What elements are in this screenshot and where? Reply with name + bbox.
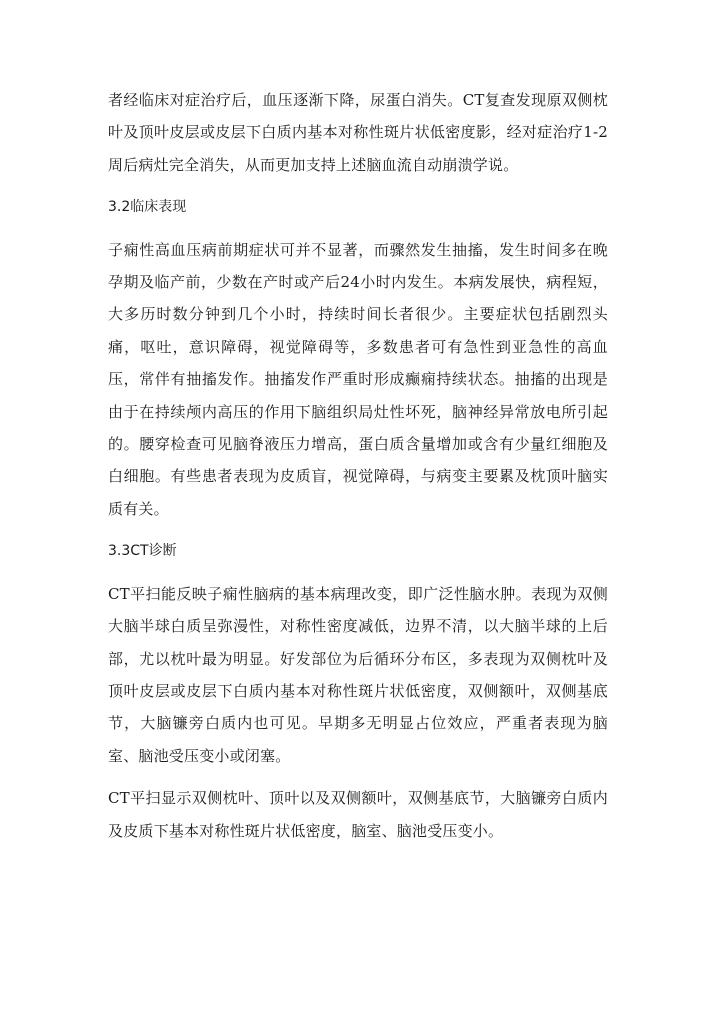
section-heading-ct: 3.3CT诊断	[108, 543, 177, 560]
section-heading-clinical: 3.2临床表现	[108, 199, 187, 216]
paragraph-clinical: 子痫性高血压病前期症状可并不显著，而骤然发生抽搐，发生时间多在晚孕期及临产前，少数在产时或产后24小时内发生。本病发展快，病程短，大多历时数分钟到几个小时，持续时间长者很少。主要症状包括剧烈头痛，呕吐，意识障碍，视觉障碍等，多数患者可有急性到亚急性的高血压，常伴有抽搐发作。抽搐发作严重时形成癫痫持续状态。抽搐的出现是由于在持续颅内高压的作用下脑组织局灶性坏死，脑神经异常放电所引起的。腰穿检查可见脑脊液压力增高，蛋白质含量增加或含有少量红细胞及白细胞。有些患者表现为皮质盲，视觉障碍，与病变主要累及枕顶叶脑实质有关。	[108, 240, 608, 518]
paragraph-ct-summary: CT平扫显示双侧枕叶、顶叶以及双侧额叶，双侧基底节，大脑镰旁白质内及皮质下基本对称性斑片状低密度，脑室、脑池受压变小。	[108, 789, 608, 840]
paragraph-ct-findings: CT平扫能反映子痫性脑病的基本病理改变，即广泛性脑水肿。表现为双侧大脑半球白质呈弥漫性，对称性密度减低，边界不清，以大脑半球的上后部，尤以枕叶最为明显。好发部位为后循环分布区，多表现为双侧枕叶及顶叶皮层或皮层下白质内基本对称性斑片状低密度，双侧额叶，双侧基底节，大脑镰旁白质内也可见。早期多无明显占位效应，严重者表现为脑室、脑池受压变小或闭塞。	[108, 584, 608, 765]
paragraph-continued: 者经临床对症治疗后，血压逐渐下降，尿蛋白消失。CT复查发现原双侧枕叶及顶叶皮层或皮层下白质内基本对称性斑片状低密度影，经对症治疗1-2周后病灶完全消失，从而更加支持上述脑血流自动崩溃学说。	[108, 91, 608, 174]
page-body	[108, 84, 608, 847]
